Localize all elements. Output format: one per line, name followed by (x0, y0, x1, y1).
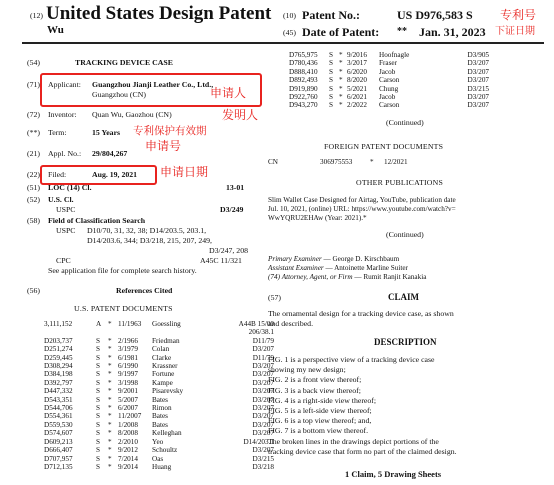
foreign-star: * (370, 158, 374, 166)
reference-number: D203,737 (44, 336, 73, 345)
field-code-10: (10) (283, 11, 296, 20)
assistant-examiner-label: Assistant Examiner (268, 264, 324, 272)
filed-highlight-box (40, 165, 157, 185)
reference-number: D544,706 (44, 404, 73, 413)
reference-name: Yeo (152, 437, 164, 446)
reference-kind: S (329, 67, 333, 76)
reference-name: Chung (379, 84, 399, 93)
reference-date: 11/1963 (118, 320, 142, 328)
reference-date: 2/2010 (118, 437, 138, 446)
reference-class: D3/207 (252, 420, 274, 429)
reference-class: D11/79 (252, 353, 274, 362)
reference-number: D922,760 (289, 93, 318, 102)
reference-name: Jacob (379, 67, 396, 76)
inventor-name: Quan Wu, Gaozhou (CN) (92, 110, 172, 119)
reference-class: D3/905 (467, 51, 489, 59)
search-history-note: See application file for complete search history. (48, 266, 197, 275)
reference-class: D3/207 (252, 395, 274, 404)
reference-star: * (108, 362, 112, 371)
annotation-filing-date: 申请日期 (160, 165, 209, 179)
field-search-label: Field of Classification Search (48, 216, 146, 225)
us-cl-label: U.S. Cl. (48, 195, 74, 204)
reference-class: D3/207 (467, 93, 489, 102)
reference-class: D3/207 (252, 387, 274, 396)
date-of-patent-label: Date of Patent: (302, 25, 380, 39)
reference-kind: S (96, 454, 100, 463)
appl-no-value: 29/804,267 (92, 149, 128, 158)
date-stars: ** (397, 26, 407, 37)
reference-star: * (108, 395, 112, 404)
reference-class: D11/79 (252, 336, 274, 345)
reference-number: D888,410 (289, 67, 318, 76)
reference-row (44, 429, 274, 437)
reference-kind: S (96, 404, 100, 413)
reference-kind: S (96, 462, 100, 471)
field-code-term: (**) (27, 128, 40, 137)
reference-date: 6/2007 (118, 404, 138, 413)
term-value: 15 Years (92, 128, 121, 137)
reference-name: Clarke (152, 353, 172, 362)
reference-star: * (108, 378, 112, 387)
reference-number: D919,890 (289, 84, 318, 93)
reference-star: * (108, 345, 112, 354)
reference-kind: S (96, 395, 100, 404)
filed-value: Aug. 19, 2021 (92, 170, 138, 179)
reference-kind: S (96, 370, 100, 379)
reference-kind: S (329, 76, 333, 85)
reference-name: Huang (152, 462, 172, 471)
patent-no-label: Patent No.: (302, 8, 360, 22)
reference-class: D3/207 (252, 345, 274, 354)
reference-name: Kampe (152, 378, 173, 387)
reference-row (289, 76, 489, 84)
reference-name: Krassner (152, 362, 178, 371)
reference-kind: S (329, 93, 333, 102)
reference-date: 8/2020 (347, 76, 367, 85)
reference-star: * (339, 67, 343, 76)
term-label: Term: (48, 128, 67, 137)
other-publication-line2: Jul. 10, 2021, (online) URL: https://www.youtube.com/watch?v= (268, 205, 456, 213)
reference-class: D3/207 (252, 412, 274, 421)
reference-class: D14/203.1 (243, 437, 274, 446)
reference-star: * (339, 93, 343, 102)
reference-row (44, 463, 274, 471)
reference-class: D3/207 (252, 429, 274, 438)
reference-class: D3/207 (467, 67, 489, 76)
reference-star: * (108, 370, 112, 379)
reference-date: 5/2021 (347, 84, 367, 93)
field-code-22: (22) (27, 170, 40, 179)
reference-number: D765,975 (289, 51, 318, 59)
claim-heading: CLAIM (388, 292, 419, 302)
reference-star: * (108, 353, 112, 362)
reference-row (44, 345, 274, 353)
field-code-12: (12) (30, 11, 43, 20)
reference-row (44, 396, 274, 404)
reference-name (152, 328, 234, 336)
description-line: showing my new design; (268, 365, 346, 375)
annotation-term: 专利保护有效期 (133, 125, 207, 137)
reference-kind: A (96, 320, 102, 328)
loc-label: LOC (14) Cl. (48, 183, 92, 192)
reference-star: * (108, 429, 112, 438)
reference-row (44, 320, 274, 328)
reference-class: D3/207 (252, 404, 274, 413)
reference-star: * (108, 454, 112, 463)
reference-name: Fraser (379, 59, 397, 68)
reference-row (44, 379, 274, 387)
applicant-name: Guangzhou Jianji Leather Co., Ltd., (92, 80, 214, 89)
loc-value: 13-01 (226, 183, 245, 192)
us-references-table-continued (289, 51, 489, 110)
reference-name: Fortune (152, 370, 175, 379)
reference-date: 2/1966 (118, 336, 138, 345)
reference-row (44, 412, 274, 420)
reference-name: Bates (152, 420, 168, 429)
reference-date: 6/1981 (118, 353, 138, 362)
reference-date (118, 328, 152, 336)
reference-row (289, 51, 489, 59)
reference-class: D3/207 (467, 101, 489, 110)
reference-kind: S (96, 420, 100, 429)
reference-date: 3/2017 (347, 59, 367, 68)
date-of-patent: Jan. 31, 2023 (419, 25, 486, 39)
reference-row (44, 421, 274, 429)
reference-name: Pisarevsky (152, 387, 184, 396)
us-references-table (44, 320, 274, 471)
annotation-application-no: 申请号 (145, 139, 182, 153)
reference-kind: S (96, 412, 100, 421)
reference-date: 1/2008 (118, 420, 138, 429)
field-search-cpc-value: A45C 11/321 (200, 256, 242, 265)
reference-number: D543,351 (44, 395, 73, 404)
foreign-country: CN (268, 158, 278, 166)
claim-text-line1: The ornamental design for a tracking device case, as shown (268, 309, 454, 318)
reference-number: D574,607 (44, 429, 73, 438)
reference-row (44, 370, 274, 378)
reference-class: 206/38.1 (248, 328, 274, 337)
field-code-52: (52) (27, 195, 40, 204)
field-code-21: (21) (27, 149, 40, 158)
reference-kind: S (329, 101, 333, 110)
primary-examiner-label: Primary Examiner (268, 255, 322, 263)
reference-kind: S (96, 345, 100, 354)
reference-date: 8/2008 (118, 429, 138, 438)
reference-star: * (108, 437, 112, 446)
other-publication-line1: Slim Wallet Case Designed for Airtag, YouTube, publication date (268, 196, 456, 204)
reference-date: 9/2016 (347, 51, 367, 59)
reference-class: D3/207 (252, 362, 274, 371)
appl-no-label: Appl. No.: (48, 149, 82, 158)
field-code-54: (54) (27, 58, 40, 67)
reference-number: D308,294 (44, 362, 73, 371)
reference-date: 5/2007 (118, 395, 138, 404)
reference-name: Goessling (152, 320, 181, 328)
attorney (268, 273, 426, 281)
field-search-cpc: CPC (56, 256, 71, 265)
reference-row (44, 354, 274, 362)
us-cl-uspc: USPC (56, 205, 76, 214)
claims-sheets-summary: 1 Claim, 5 Drawing Sheets (345, 469, 442, 479)
reference-name: Bates (152, 412, 168, 421)
annotation-grant-date: 下证日期 (495, 26, 535, 37)
reference-number: D609,213 (44, 437, 73, 446)
reference-name: Hoofnagle (379, 51, 410, 59)
patent-title: TRACKING DEVICE CASE (75, 58, 173, 67)
primary-examiner (268, 255, 399, 263)
reference-date: 3/1998 (118, 378, 138, 387)
description-text (268, 355, 457, 457)
other-publications-heading: OTHER PUBLICATIONS (356, 178, 443, 187)
reference-number: D392,797 (44, 378, 73, 387)
reference-number: D892,493 (289, 76, 318, 85)
attorney-code: (74) (268, 273, 280, 281)
reference-row (289, 85, 489, 93)
reference-name: Bates (152, 395, 168, 404)
reference-class: D3/207 (252, 378, 274, 387)
reference-row (44, 446, 274, 454)
foreign-date: 12/2021 (384, 158, 408, 166)
us-patent-documents-heading: U.S. PATENT DOCUMENTS (74, 304, 173, 313)
attorney-label: Attorney, Agent, or Firm (281, 273, 353, 281)
reference-date: 6/1990 (118, 362, 138, 371)
assistant-examiner (268, 264, 408, 272)
other-publication-line3: WwYQRU2EHAw (Year: 2021).* (268, 214, 367, 222)
assistant-examiner-name: — Antoinette Marline Suiter (325, 264, 408, 272)
reference-number: D712,135 (44, 462, 73, 471)
reference-row (44, 455, 274, 463)
reference-name: Schoultz (152, 446, 178, 455)
reference-class: D3/215 (467, 84, 489, 93)
claim-text-line2: and described. (268, 319, 314, 328)
inventor-label: Inventor: (48, 110, 77, 119)
field-code-51: (51) (27, 183, 40, 192)
reference-number (44, 328, 96, 336)
reference-name: Jacob (379, 93, 396, 102)
reference-date: 6/2020 (347, 67, 367, 76)
field-code-45: (45) (283, 28, 296, 37)
publications-continued: (Continued) (386, 230, 424, 239)
field-search-line1: D10/70, 31, 32, 38; D14/203.5, 203.1, (87, 226, 207, 235)
description-line: FIG. 1 is a perspective view of a tracking device case (268, 355, 435, 364)
description-line: The broken lines in the drawings depict portions of the (268, 436, 439, 446)
foreign-patent-documents-heading: FOREIGN PATENT DOCUMENTS (324, 142, 444, 151)
reference-star: * (108, 320, 112, 328)
reference-kind: S (329, 51, 333, 59)
reference-name: Kelleghan (152, 429, 182, 438)
reference-kind: S (96, 429, 100, 438)
reference-kind: S (96, 446, 100, 455)
description-heading: DESCRIPTION (374, 337, 437, 347)
description-line: tracking device case that form no part of the claimed design. (268, 446, 457, 456)
reference-number: D707,957 (44, 454, 73, 463)
field-search-line3: D3/247, 208 (209, 246, 248, 255)
reference-class: D3/207 (252, 370, 274, 379)
reference-row (44, 362, 274, 370)
reference-star: * (108, 420, 112, 429)
description-line: FIG. 2 is a front view thereof; (268, 375, 362, 385)
reference-kind: S (96, 378, 100, 387)
reference-number: D384,198 (44, 370, 73, 379)
reference-class: A44B 15/00 (238, 320, 274, 328)
description-line: FIG. 4 is a right-side view thereof; (268, 395, 377, 405)
reference-row (289, 101, 489, 109)
reference-row (44, 337, 274, 345)
reference-row (289, 93, 489, 101)
reference-star: * (339, 59, 343, 68)
reference-name: Colan (152, 345, 170, 354)
reference-star: * (108, 404, 112, 413)
reference-kind (96, 328, 108, 336)
reference-name: Carson (379, 76, 400, 85)
reference-row (44, 438, 274, 446)
field-search-uspc: USPC (56, 226, 76, 235)
description-line: FIG. 6 is a top view thereof; and, (268, 416, 372, 426)
reference-number: D559,530 (44, 420, 73, 429)
field-code-57: (57) (268, 293, 281, 302)
reference-class: D3/215 (252, 454, 274, 463)
reference-kind: S (96, 353, 100, 362)
annotation-applicant: 申请人 (210, 86, 247, 100)
reference-kind: S (329, 59, 333, 68)
primary-examiner-name: — George D. Kirschbaum (323, 255, 400, 263)
document-title: United States Design Patent (46, 3, 272, 24)
field-search-line2: D14/203.6, 344; D3/218, 215, 207, 249, (87, 236, 212, 245)
reference-star: * (339, 76, 343, 85)
field-code-71: (71) (27, 80, 40, 89)
reference-class: D3/218 (252, 462, 274, 471)
reference-number: 3,111,152 (44, 320, 73, 328)
field-code-58: (58) (27, 216, 40, 225)
reference-number: D251,274 (44, 345, 73, 354)
references-cited-heading: References Cited (116, 286, 173, 295)
reference-kind: S (329, 84, 333, 93)
reference-row (44, 404, 274, 412)
reference-date: 9/1997 (118, 370, 138, 379)
reference-date: 9/2014 (118, 462, 138, 471)
field-code-72: (72) (27, 110, 40, 119)
reference-date: 3/1979 (118, 345, 138, 354)
reference-star: * (108, 446, 112, 455)
attorney-name: — Rumit Ranjit Kanakia (354, 273, 427, 281)
reference-star: * (108, 387, 112, 396)
reference-date: 11/2007 (118, 412, 142, 421)
reference-kind: S (96, 437, 100, 446)
reference-row (44, 387, 274, 395)
reference-name: Carson (379, 101, 400, 110)
description-line: FIG. 7 is a bottom view thereof. (268, 426, 369, 436)
patent-number: US D976,583 S (397, 8, 473, 22)
reference-name: Oas (152, 454, 164, 463)
reference-star: * (339, 84, 343, 93)
reference-date: 6/2021 (347, 93, 367, 102)
reference-date: 7/2014 (118, 454, 138, 463)
references-continued: (Continued) (386, 118, 424, 127)
filed-label: Filed: (48, 170, 67, 179)
annotation-inventor: 发明人 (222, 108, 259, 122)
description-line: FIG. 5 is a left-side view thereof; (268, 406, 372, 416)
reference-name: Rimon (152, 404, 172, 413)
reference-number: D780,436 (289, 59, 318, 68)
us-cl-value: D3/249 (220, 205, 244, 214)
annotation-patent-number: 专利号 (500, 8, 537, 22)
reference-star: * (339, 101, 343, 110)
reference-star (108, 328, 118, 336)
reference-date: 9/2001 (118, 387, 138, 396)
reference-row (289, 59, 489, 67)
reference-number: D259,445 (44, 353, 73, 362)
reference-class: D3/207 (467, 76, 489, 85)
reference-date: 2/2022 (347, 101, 367, 110)
reference-star: * (108, 336, 112, 345)
reference-row (44, 328, 274, 336)
reference-kind: S (96, 387, 100, 396)
reference-star: * (108, 462, 112, 471)
applicant-label: Applicant: (48, 80, 81, 89)
reference-name: Friedman (152, 336, 180, 345)
description-line: FIG. 3 is a back view thereof; (268, 385, 361, 395)
field-code-56: (56) (27, 286, 40, 295)
reference-number: D943,270 (289, 101, 318, 110)
reference-kind: S (96, 336, 100, 345)
reference-class: D3/207 (467, 59, 489, 68)
reference-row (289, 68, 489, 76)
inventor-surname: Wu (47, 24, 64, 36)
header-rule (22, 42, 544, 44)
reference-kind: S (96, 362, 100, 371)
reference-date: 9/2012 (118, 446, 138, 455)
reference-number: D666,407 (44, 446, 73, 455)
reference-class: D3/207 (252, 446, 274, 455)
reference-star: * (339, 51, 343, 59)
applicant-location: Guangzhou (CN) (92, 90, 146, 99)
foreign-number: 306975553 (320, 158, 353, 166)
reference-star: * (108, 412, 112, 421)
reference-number: D554,361 (44, 412, 73, 421)
reference-number: D447,332 (44, 387, 73, 396)
